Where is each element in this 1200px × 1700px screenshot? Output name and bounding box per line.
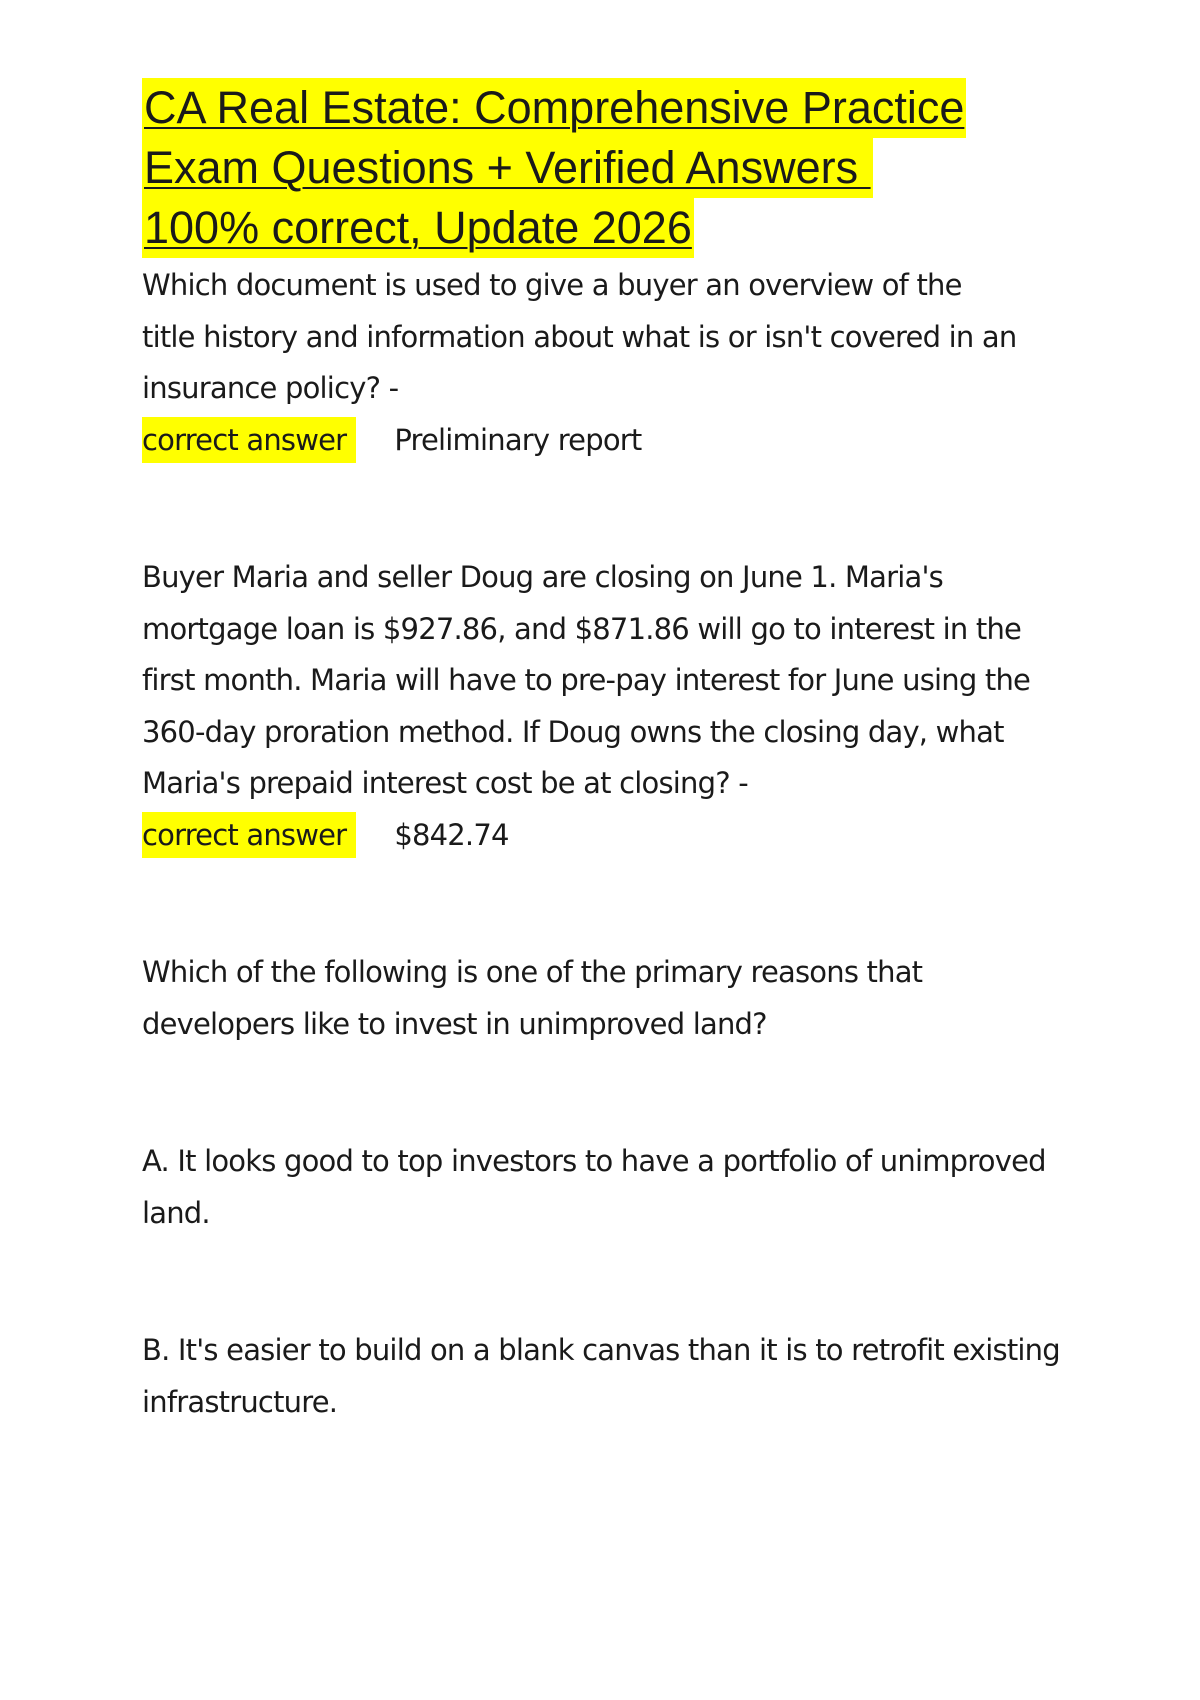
document-content <box>142 78 1082 1428</box>
question-text: Which document is used to give a buyer an overview of the title history and information about what is or isn't covered in an insurance policy? - <box>142 268 1017 405</box>
question-block <box>142 947 1082 1428</box>
question-block <box>142 552 1082 861</box>
title-line: 100% correct, Update 2026 <box>142 198 694 258</box>
answer-value: $842.74 <box>394 817 509 852</box>
document-title <box>142 78 1082 258</box>
answer-option: A. It looks good to top investors to have a portfolio of unimproved land. <box>142 1144 1046 1230</box>
title-line: Exam Questions + Verified Answers <box>142 138 873 198</box>
answer-row <box>142 415 1082 467</box>
answer-row <box>142 810 1082 862</box>
question-text: Buyer Maria and seller Doug are closing on June 1. Maria's mortgage loan is $927.86, and $871.86 will go to interest in the first month. Maria will have to pre-pay interest for June using the 360-day proration method. If Doug owns the closing day, what Maria's prepaid interest cost be at closing? - <box>142 560 1031 800</box>
question-text: Which of the following is one of the primary reasons that developers like to invest in unimproved land? <box>142 955 923 1041</box>
question-block <box>142 260 1082 466</box>
correct-answer-label: correct answer <box>142 417 356 463</box>
answer-option: B. It's easier to build on a blank canvas than it is to retrofit existing infrastructure. <box>142 1333 1060 1419</box>
answer-value: Preliminary report <box>394 422 642 457</box>
title-line: CA Real Estate: Comprehensive Practice <box>142 78 966 138</box>
correct-answer-label: correct answer <box>142 812 356 858</box>
